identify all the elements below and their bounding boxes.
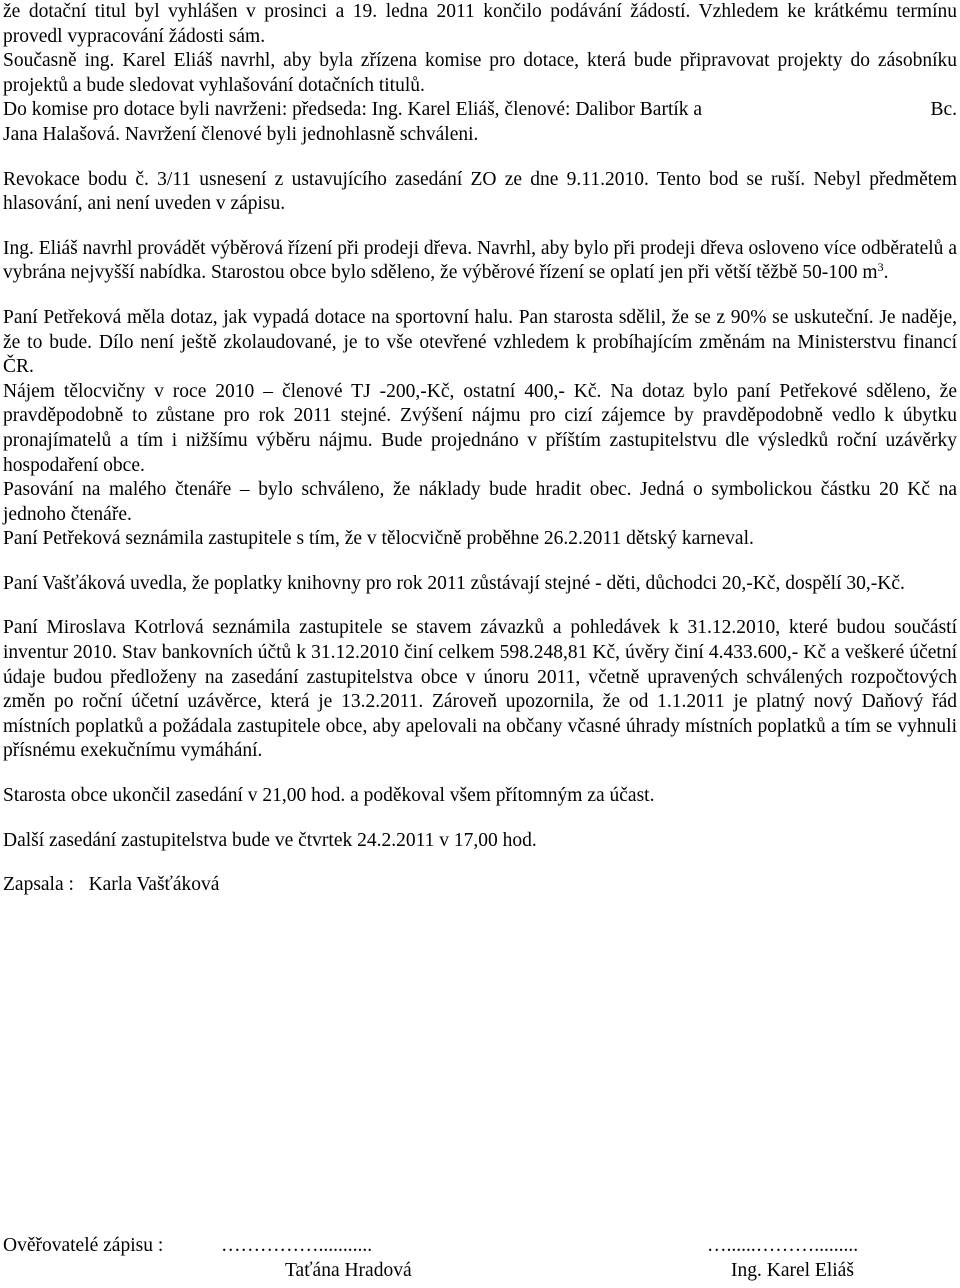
recorder-name: Karla Vašťáková — [88, 874, 220, 896]
commission-approval: Jana Halašová. Navržení členové byli jednohlasně schváleni. — [3, 123, 479, 145]
paragraph-gym-rent: Nájem tělocvičny v roce 2010 – členové TJ -200,-Kč, ostatní 400,- Kč. Na dotaz bylo paní Petřekové sděleno, že pravděpodobně to zůstane pro rok 2011 stejné. Zvýšení nájmu pro cizí zájemce by pravděpodobně vedlo k úbytku pronajímatelů a tím i nižšímu výběru nájmu. Bude projednáno v příštím zastupitelstvu dle výsledků roční uzávěrky hospodaření obce. — [3, 380, 957, 476]
commission-members-line — [3, 98, 957, 123]
paragraph-next-meeting: Další zasedání zastupitelstva bude ve čtvrtek 24.2.2011 v 17,00 hod. — [3, 829, 537, 851]
paragraph-grant-commission: Současně ing. Karel Eliáš navrhl, aby byla zřízena komise pro dotace, která bude připravovat projekty do zásobníku projektů a bude sledovat vyhlašování dotačních titulů. — [3, 50, 957, 96]
timber-sale-end: . — [883, 262, 889, 284]
signature-line-1: ……………........... — [221, 1235, 373, 1256]
paragraph-finance-report: Paní Miroslava Kotrlová seznámila zastupitele se stavem závazků a pohledávek k 31.12.2010, které budou součástí inventur 2010. Stav bankovních účtů k 31.12.2010 činí celkem 598.248,81 Kč, úvěry činí 4.433.600,- Kč a veškeré účetní údaje budou předloženy na zasedání zastupitelstva obce v únoru 2011, včetně upravených schválených rozpočtových změn po roční účetní uzávěrce, která je 13.2.2011. Zároveň upozornila, že od 1.1.2011 je platný nový Daňový řád místních poplatků a požádala zastupitele obce, aby apelovali na občany včasné úhrady místních poplatků a tím se vyhnuli přísnému exekučnímu vymáhání. — [3, 617, 957, 762]
commission-members-title: Bc. — [930, 99, 957, 121]
paragraph-meeting-closed: Starosta obce ukončil zasedání v 21,00 hod. a poděkoval všem přítomným za účast. — [3, 785, 655, 807]
paragraph-revocation: Revokace bodu č. 3/11 usnesení z ustavujícího zasedání ZO ze dne 9.11.2010. Tento bod se ruší. Nebyl předmětem hlasování, ani není uveden v zápisu. — [3, 168, 957, 215]
paragraph-sports-hall: Paní Petřeková měla dotaz, jak vypadá dotace na sportovní halu. Pan starosta sdělil, že se z 90% se uskuteční. Je naděje, že to bude. Dílo není ještě zkolaudované, je to vše otevřené vzhledem k probíhajícím změnám na Ministerstvu financí ČR. — [3, 306, 957, 378]
signature-line-2: …......………......... — [707, 1235, 859, 1256]
commission-members-text: Do komise pro dotace byli navrženi: předseda: Ing. Karel Eliáš, členové: Dalibor Bartík a — [3, 99, 703, 121]
paragraph-young-reader: Pasování na malého čtenáře – bylo schváleno, že náklady bude hradit obec. Jedná o symbolickou částku 20 Kč na jednoho čtenáře. — [3, 479, 957, 525]
verifier-name-2: Ing. Karel Eliáš — [731, 1260, 854, 1281]
paragraph-library-fees: Paní Vašťáková uvedla, že poplatky knihovny pro rok 2011 zůstávají stejné - děti, důchodci 20,-Kč, dospělí 30,-Kč. — [3, 572, 905, 594]
paragraph-grant-intro: že dotační titul byl vyhlášen v prosinci a 19. ledna 2011 končilo podávání žádostí. Vzhledem ke krátkému termínu provedl vypracování žádosti sám. — [3, 1, 957, 47]
timber-sale-text: Ing. Eliáš navrhl provádět výběrová řízení při prodeji dřeva. Navrhl, aby bylo při prodeji dřeva osloveno více odběratelů a vybrána nejvyšší nabídka. Starostou obce bylo sděleno, že výběrové řízení se oplatí jen při větší těžbě 50-100 m — [3, 237, 957, 284]
timber-sale-superscript: 3 — [877, 260, 884, 275]
verifier-name-1: Taťána Hradová — [285, 1260, 412, 1281]
paragraph-timber-sale — [3, 237, 957, 286]
recorder-line — [3, 873, 957, 898]
signature-names-row — [3, 1258, 957, 1284]
verifiers-label: Ověřovatelé zápisu : — [3, 1235, 164, 1256]
paragraph-carnival: Paní Petřeková seznámila zastupitele s tím, že v tělocvičně proběhne 26.2.2011 dětský karneval. — [3, 528, 754, 550]
signature-block — [3, 1233, 957, 1284]
document-body — [3, 0, 957, 898]
signature-dots-row — [3, 1233, 957, 1258]
recorder-label: Zapsala : — [3, 874, 74, 896]
